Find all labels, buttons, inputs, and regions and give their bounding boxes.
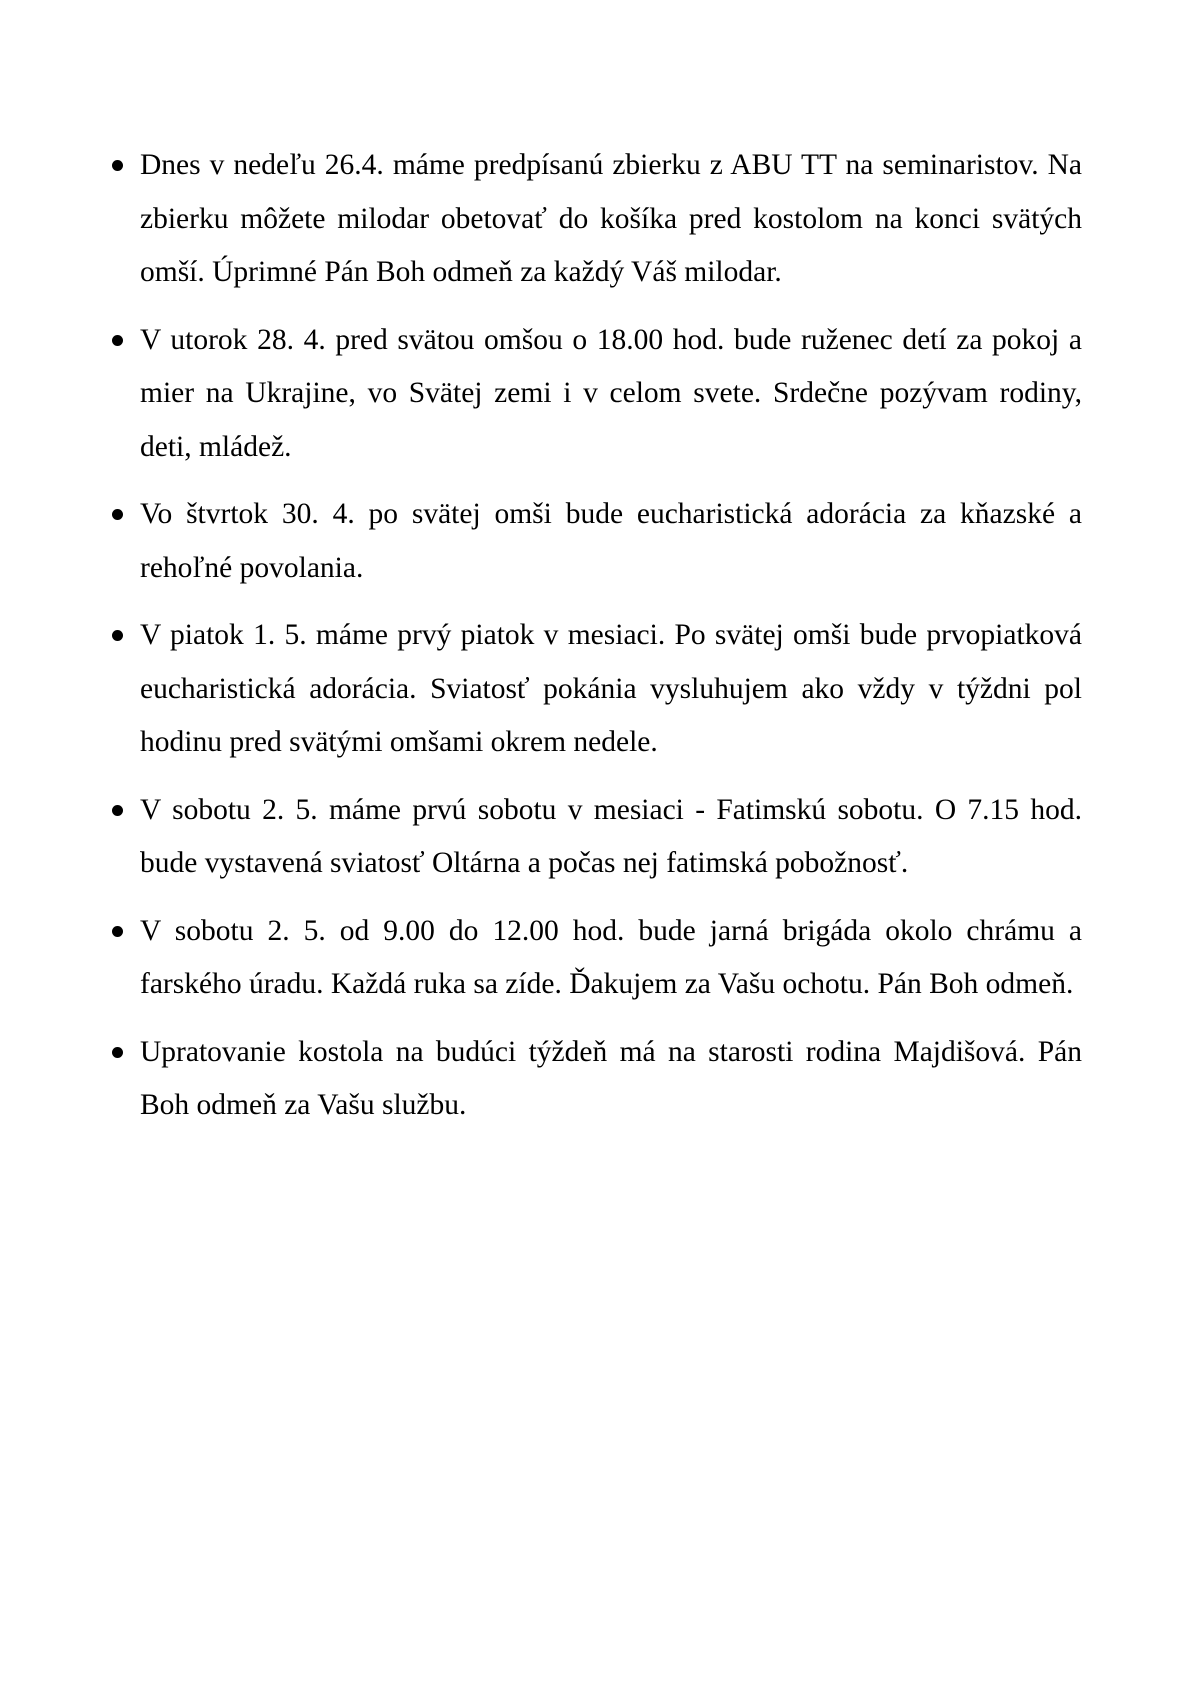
bullet-icon (112, 509, 123, 520)
announcements-list (112, 139, 1082, 1147)
announcement-item (112, 609, 1082, 770)
announcement-text: V sobotu 2. 5. od 9.00 do 12.00 hod. bude jarná brigáda okolo chrámu a farského úradu. Každá ruka sa zíde. Ďakujem za Vašu ochotu. Pán Boh odmeň. (140, 914, 1082, 1000)
announcement-item (112, 784, 1082, 891)
announcement-item (112, 905, 1082, 1012)
announcement-text: V sobotu 2. 5. máme prvú sobotu v mesiaci - Fatimskú sobotu. O 7.15 hod. bude vystavená sviatosť Oltárna a počas nej fatimská pobožnosť. (140, 793, 1082, 879)
bullet-icon (112, 926, 123, 937)
announcement-text: Vo štvrtok 30. 4. po svätej omši bude eucharistická adorácia za kňazské a rehoľné povolania. (140, 498, 1082, 584)
announcement-item (112, 139, 1082, 300)
announcement-item (112, 488, 1082, 595)
bullet-icon (112, 160, 123, 171)
announcement-text: V piatok 1. 5. máme prvý piatok v mesiaci. Po svätej omši bude prvopiatková eucharistická adorácia. Sviatosť pokánia vysluhujem ako vždy v týždni pol hodinu pred svätými omšami okrem nedele. (140, 619, 1082, 758)
announcement-text: Dnes v nedeľu 26.4. máme predpísanú zbierku z ABU TT na seminaristov. Na zbierku môžete milodar obetovať do košíka pred kostolom na konci svätých omší. Úprimné Pán Boh odmeň za každý Váš milodar. (140, 149, 1082, 288)
bullet-icon (112, 1047, 123, 1058)
announcement-item (112, 1026, 1082, 1133)
announcement-text: Upratovanie kostola na budúci týždeň má na starosti rodina Majdišová. Pán Boh odmeň za Vašu službu. (140, 1035, 1082, 1121)
bullet-icon (112, 335, 123, 346)
announcement-item (112, 314, 1082, 475)
announcement-text: V utorok 28. 4. pred svätou omšou o 18.00 hod. bude ruženec detí za pokoj a mier na Ukrajine, vo Svätej zemi i v celom svete. Srdečne pozývam rodiny, deti, mládež. (140, 323, 1082, 463)
bullet-icon (112, 630, 123, 641)
bullet-icon (112, 805, 123, 816)
